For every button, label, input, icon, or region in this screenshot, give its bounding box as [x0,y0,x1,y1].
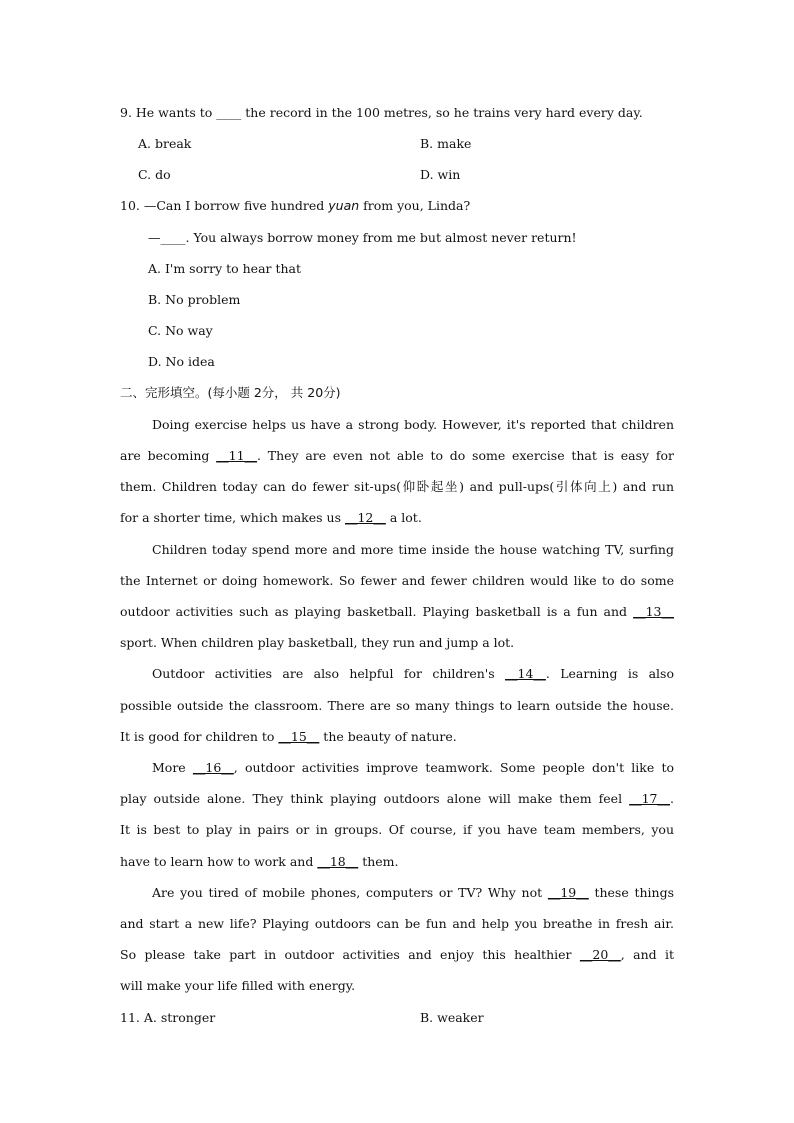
passage-line [120,510,422,526]
blank-12: __12__ [344,510,386,525]
passage-line: possible outside the classroom. There are so many things to learn outside the house. [120,698,674,713]
passage-text: It is good for children to [120,729,279,744]
blank-18: __18__ [317,854,359,869]
passage-text: Outdoor activities are also helpful for children's [152,666,505,681]
passage-text: have to learn how to work and [120,854,318,869]
passage-line [152,666,674,682]
passage-line [120,947,674,963]
passage-line: the Internet or doing homework. So fewer and fewer children would like to do some [120,573,674,588]
question-9-stem: 9. He wants to ____ the record in the 100 metres, so he trains very hard every day. [120,105,643,120]
blank-15: __15__ [278,729,320,744]
passage-text: them. [358,854,399,869]
passage-text: these things [588,885,674,900]
passage-line: will make your life filled with energy. [120,978,356,993]
passage-line [120,729,457,745]
question-10-stem [120,198,470,214]
question-10-option-b: B. No problem [148,292,241,307]
blank-11: __11__ [216,448,258,463]
passage-text: the beauty of nature. [319,729,457,744]
blank-16: __16__ [192,760,234,775]
passage-text: a lot. [385,510,422,525]
passage-line [120,791,674,807]
blank-17: __17__ [629,791,671,806]
passage-text: , and it [620,947,674,962]
passage-text: . Learning is also [545,666,674,681]
passage-line: and start a new life? Playing outdoors can be fun and help you breathe in fresh air. [120,916,674,931]
question-9-option-c: C. do [138,167,171,182]
question-10-option-d: D. No idea [148,354,215,369]
passage-text: , outdoor activities improve teamwork. Some people don't like to [233,760,674,775]
question-11-option-b: B. weaker [420,1010,484,1025]
passage-text: play outside alone. They think playing outdoors alone will make them feel [120,791,630,806]
passage-line [152,760,674,776]
passage-text: More [152,760,193,775]
passage-line [120,604,674,620]
passage-text: . They are even not able to do some exercise that is easy for [257,448,674,463]
passage-text: Are you tired of mobile phones, computers or TV? Why not [152,885,548,900]
passage-text: . [670,791,674,806]
question-9-option-a: A. break [138,136,192,151]
passage-text: for a shorter time, which makes us [120,510,345,525]
passage-line [152,885,674,901]
passage-line: It is best to play in pairs or in groups. Of course, if you have team members, you [120,822,674,837]
blank-13: __13__ [633,604,674,619]
question-11-option-a: 11. A. stronger [120,1010,216,1025]
question-10-stem-word: yuan [328,198,360,213]
blank-14: __14__ [505,666,546,681]
passage-line: sport. When children play basketball, they run and jump a lot. [120,635,515,650]
question-10-reply: —____. You always borrow money from me but almost never return! [148,230,577,245]
question-10-option-a: A. I'm sorry to hear that [148,261,302,276]
passage-text: So please take part in outdoor activities and enjoy this healthier [120,947,580,962]
passage-line: them. Children today can do fewer sit-ups(仰卧起坐) and pull-ups(引体向上) and run [120,479,674,494]
blank-19: __19__ [547,885,589,900]
question-10-option-c: C. No way [148,323,213,338]
passage-line: Doing exercise helps us have a strong body. However, it's reported that children [152,417,674,432]
passage-text: outdoor activities such as playing basketball. Playing basketball is a fun and [120,604,634,619]
passage-text: are becoming [120,448,217,463]
passage-line: Children today spend more and more time inside the house watching TV, surfing [152,542,674,557]
section-2-heading: 二、完形填空。(每小题 2分， 共 20分) [120,385,341,400]
passage-line [120,448,674,464]
blank-20: __20__ [579,947,621,962]
question-10-stem-pre: 10. —Can I borrow five hundred [120,198,329,213]
question-9-option-d: D. win [420,167,461,182]
question-10-stem-post: from you, Linda? [359,198,471,213]
question-9-option-b: B. make [420,136,472,151]
passage-line [120,854,399,870]
